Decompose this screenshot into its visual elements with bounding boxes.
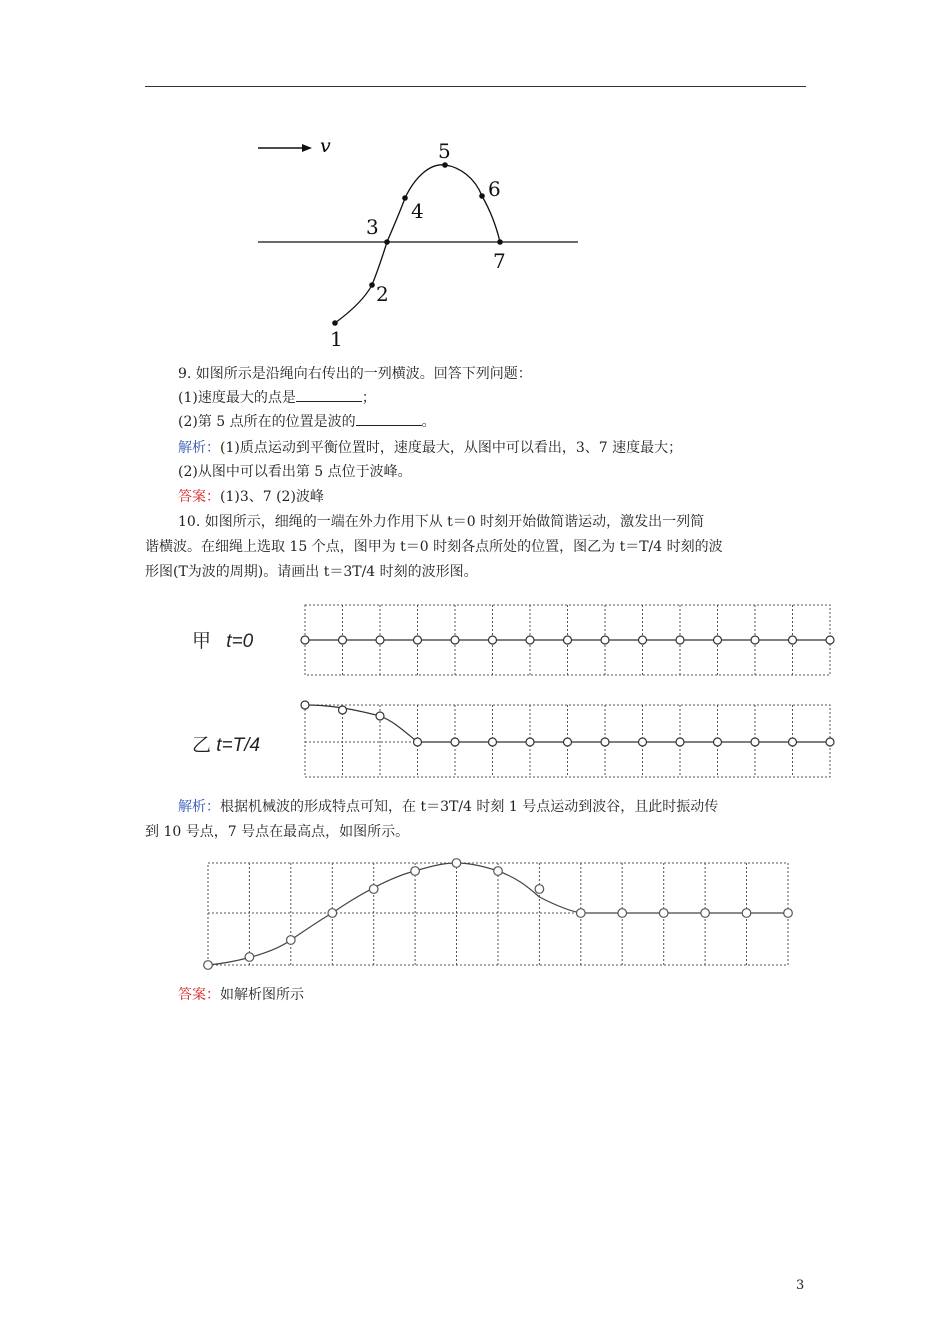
point-7-label: 7 bbox=[493, 249, 506, 273]
solution-point bbox=[369, 885, 378, 894]
solution-point bbox=[577, 909, 586, 918]
point-5-marker bbox=[442, 162, 448, 168]
q9-analysis-text1: (1)质点运动到平衡位置时，速度最大，从图中可以看出，3、7 速度最大； bbox=[220, 440, 683, 456]
fig-jia-char: 甲 bbox=[192, 631, 212, 652]
fig-yi-time: t=T/4 bbox=[216, 735, 261, 756]
q9-analysis-line1 bbox=[178, 438, 682, 458]
jia-point bbox=[526, 636, 534, 644]
solution-point bbox=[328, 909, 337, 918]
jia-point bbox=[451, 636, 459, 644]
point-4-label: 4 bbox=[411, 199, 424, 223]
jia-point bbox=[751, 636, 759, 644]
solution-point bbox=[245, 953, 254, 962]
point-7-marker bbox=[497, 239, 503, 245]
yi-point bbox=[639, 738, 647, 746]
q10-analysis-line1 bbox=[178, 797, 718, 817]
velocity-label: v bbox=[320, 135, 331, 157]
solution-point bbox=[494, 867, 503, 876]
fig-jia-grid bbox=[300, 600, 835, 680]
q9-answer-label: 答案： bbox=[178, 489, 220, 505]
solution-point bbox=[659, 909, 668, 918]
q10-stem-line3: 形图(T为波的周期)。请画出 t＝3T/4 时刻的波形图。 bbox=[145, 564, 478, 580]
q9-analysis-label: 解析： bbox=[178, 440, 220, 456]
solution-point bbox=[784, 909, 793, 918]
q9-part2-prefix: (2)第 5 点所在的位置是波的 bbox=[178, 414, 356, 430]
q10-answer-label: 答案： bbox=[178, 987, 220, 1003]
q9-stem: 9. 如图所示是沿绳向右传出的一列横波。回答下列问题： bbox=[178, 366, 532, 382]
jia-point bbox=[826, 636, 834, 644]
solution-wave-figure bbox=[200, 855, 795, 973]
fig-yi-char: 乙 bbox=[192, 735, 212, 756]
yi-point bbox=[301, 701, 309, 709]
header-rule bbox=[145, 86, 806, 87]
solution-point bbox=[535, 885, 544, 894]
point-1-marker bbox=[332, 320, 338, 326]
jia-point bbox=[639, 636, 647, 644]
yi-point bbox=[751, 738, 759, 746]
point-6-label: 6 bbox=[488, 177, 501, 201]
fig-yi-grid bbox=[300, 700, 835, 780]
point-4-marker bbox=[402, 195, 408, 201]
q10-analysis-line2: 到 10 号点，7 号点在最高点，如图所示。 bbox=[145, 824, 410, 840]
solution-point bbox=[411, 867, 420, 876]
page-number: 3 bbox=[796, 1278, 805, 1293]
q9-part2-blank bbox=[356, 412, 422, 426]
yi-point bbox=[339, 706, 347, 714]
yi-point bbox=[489, 738, 497, 746]
fig-jia-time: t=0 bbox=[226, 631, 254, 652]
q10-analysis-label: 解析： bbox=[178, 799, 220, 815]
solution-point bbox=[452, 859, 461, 868]
q9-answer-text: (1)3、7 (2)波峰 bbox=[220, 489, 324, 505]
yi-point bbox=[826, 738, 834, 746]
wave-curve bbox=[335, 165, 500, 323]
yi-point bbox=[564, 738, 572, 746]
jia-point bbox=[301, 636, 309, 644]
jia-point bbox=[676, 636, 684, 644]
q9-part1 bbox=[178, 388, 376, 408]
jia-point bbox=[414, 636, 422, 644]
solution-point bbox=[287, 936, 296, 945]
point-2-label: 2 bbox=[376, 282, 389, 306]
yi-point bbox=[451, 738, 459, 746]
point-3-marker bbox=[384, 239, 390, 245]
jia-point bbox=[376, 636, 384, 644]
q9-answer-line bbox=[178, 487, 324, 507]
point-6-marker bbox=[479, 193, 485, 199]
yi-point bbox=[376, 712, 384, 720]
velocity-arrow-icon bbox=[258, 144, 312, 152]
q10-stem-line2: 谐横波。在细绳上选取 15 个点，图甲为 t＝0 时刻各点所处的位置，图乙为 t＝T/4 时刻的波 bbox=[145, 539, 723, 555]
q9-wave-figure bbox=[250, 130, 590, 355]
yi-point bbox=[414, 738, 422, 746]
q9-part1-prefix: (1)速度最大的点是 bbox=[178, 390, 296, 406]
q10-answer-text: 如解析图所示 bbox=[220, 987, 304, 1003]
point-3-label: 3 bbox=[366, 215, 379, 239]
yi-point bbox=[714, 738, 722, 746]
solution-point bbox=[618, 909, 627, 918]
jia-point bbox=[564, 636, 572, 644]
q9-part1-suffix: ； bbox=[361, 390, 376, 406]
q10-answer-line bbox=[178, 985, 304, 1005]
point-2-marker bbox=[369, 282, 375, 288]
jia-point bbox=[489, 636, 497, 644]
jia-point bbox=[601, 636, 609, 644]
fig-jia-label bbox=[192, 626, 253, 653]
q9-part1-blank bbox=[296, 388, 362, 402]
q10-analysis-text1: 根据机械波的形成特点可知，在 t＝3T/4 时刻 1 号点运动到波谷，且此时振动传 bbox=[220, 799, 719, 815]
yi-point bbox=[601, 738, 609, 746]
q9-part2-suffix: 。 bbox=[421, 414, 436, 430]
point-1-label: 1 bbox=[330, 327, 343, 351]
q9-part2 bbox=[178, 412, 436, 432]
jia-point bbox=[339, 636, 347, 644]
yi-point bbox=[789, 738, 797, 746]
q9-analysis-line2: (2)从图中可以看出第 5 点位于波峰。 bbox=[178, 464, 412, 480]
solution-point bbox=[204, 961, 213, 970]
point-5-label: 5 bbox=[438, 139, 451, 163]
q10-stem-line1: 10. 如图所示，细绳的一端在外力作用下从 t＝0 时刻开始做简谐运动，激发出一列简 bbox=[178, 514, 705, 530]
yi-point bbox=[676, 738, 684, 746]
jia-point bbox=[714, 636, 722, 644]
fig-yi-label bbox=[192, 730, 260, 757]
jia-point bbox=[789, 636, 797, 644]
yi-point bbox=[526, 738, 534, 746]
solution-point bbox=[701, 909, 710, 918]
solution-point bbox=[742, 909, 751, 918]
